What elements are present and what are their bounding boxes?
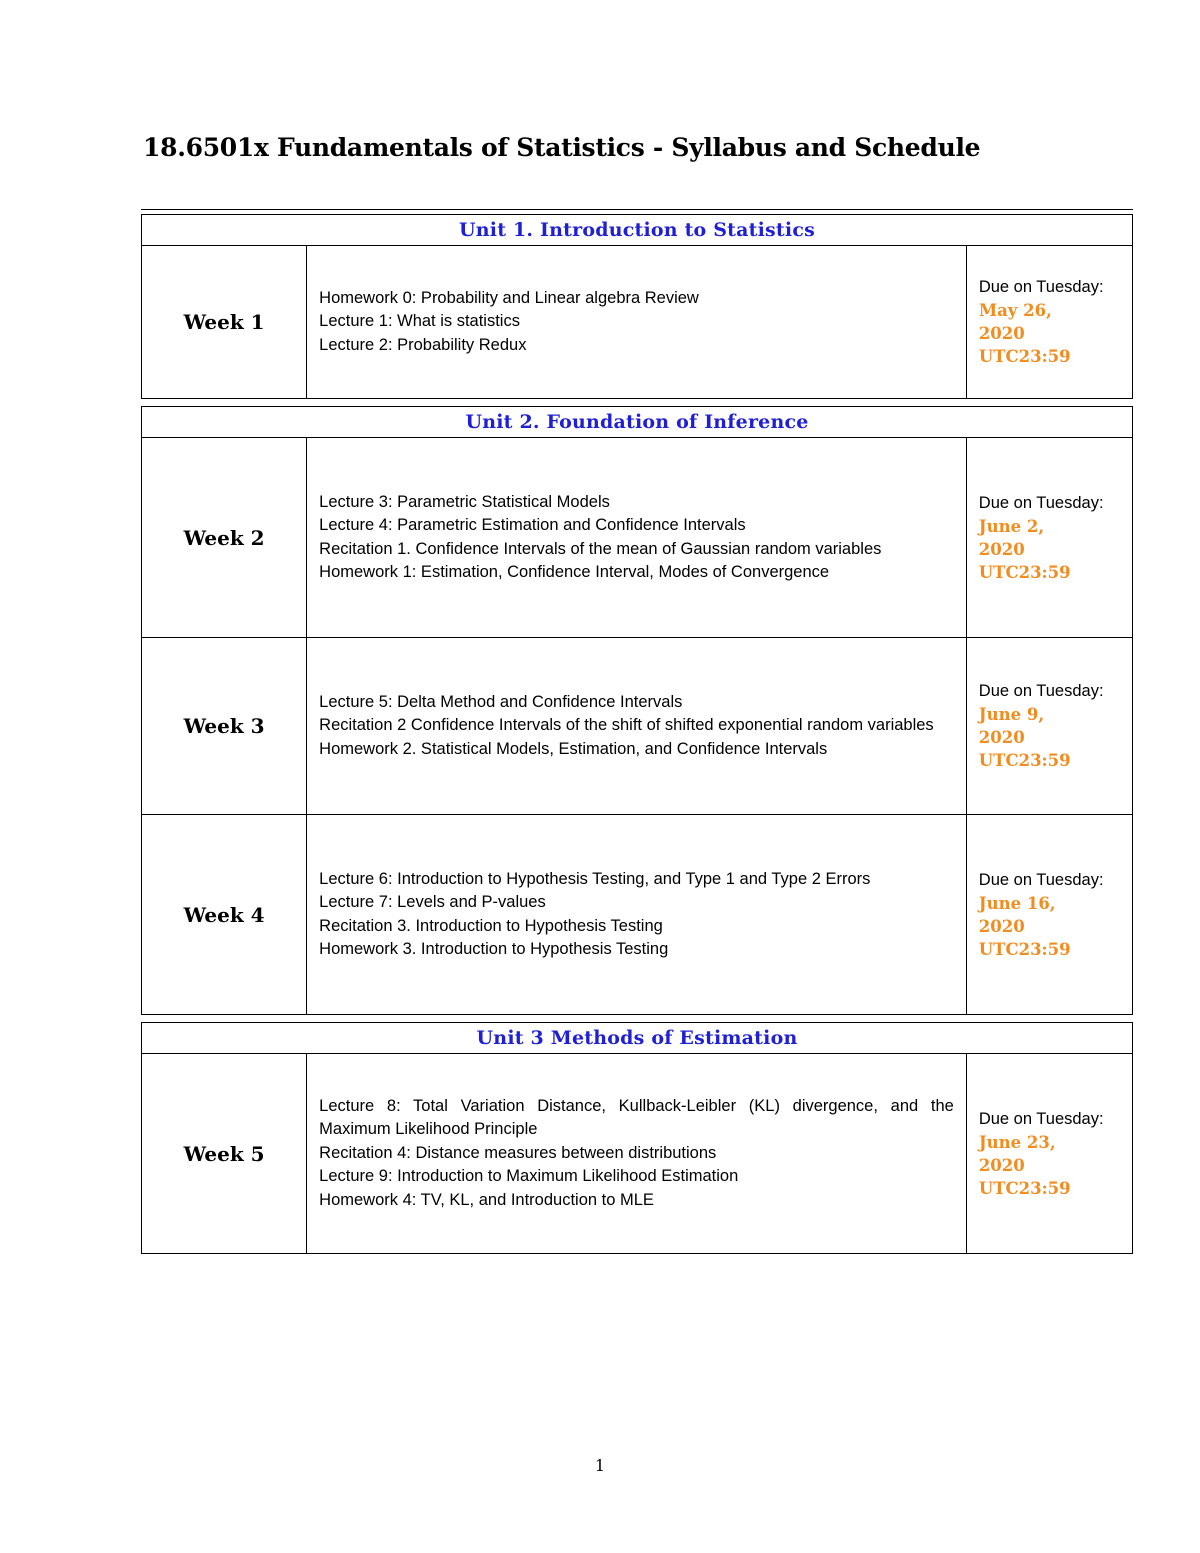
schedule-item: Lecture 1: What is statistics	[319, 312, 520, 331]
due-cell	[966, 1054, 1132, 1254]
schedule-item: Recitation 2 Confidence Intervals of the shift of shifted exponential random variables	[319, 716, 934, 735]
due-date: June 16,	[978, 893, 1056, 913]
document-title: 18.6501x Fundamentals of Statistics - Syllabus and Schedule	[143, 133, 981, 162]
schedule-item: Lecture 2: Probability Redux	[319, 335, 527, 354]
page-number: 1	[594, 1456, 606, 1475]
week-label: Week 1	[142, 246, 307, 399]
unit-table-3	[141, 1022, 1133, 1254]
due-year: 2020	[978, 1155, 1025, 1175]
schedule-item: Recitation 1. Confidence Intervals of the mean of Gaussian random variables	[319, 539, 882, 558]
top-rule	[141, 209, 1133, 210]
due-time: UTC23:59	[978, 751, 1071, 770]
week-items	[307, 638, 967, 815]
schedule-item: Homework 0: Probability and Linear algebra Review	[319, 288, 699, 307]
schedule-item: Lecture 4: Parametric Estimation and Confidence Intervals	[319, 516, 746, 534]
week-items	[307, 438, 967, 638]
week-row	[142, 438, 1133, 638]
week-items	[307, 815, 967, 1015]
week-items	[307, 246, 967, 399]
week-row	[142, 246, 1133, 399]
unit-title: Unit 1. Introduction to Statistics	[142, 215, 1133, 246]
schedule-item: Lecture 3: Parametric Statistical Models	[319, 492, 610, 511]
due-date: June 23,	[978, 1132, 1056, 1152]
schedule-item: Homework 2. Statistical Models, Estimation, and Confidence Intervals	[319, 739, 828, 758]
due-cell	[966, 638, 1132, 815]
due-label: Due on Tuesday:	[978, 278, 1104, 296]
due-cell	[966, 246, 1132, 399]
unit-title: Unit 3 Methods of Estimation	[142, 1023, 1133, 1054]
due-cell	[966, 815, 1132, 1015]
week-row	[142, 638, 1133, 815]
schedule-item: Homework 3. Introduction to Hypothesis Testing	[319, 940, 669, 958]
due-time: UTC23:59	[978, 347, 1071, 366]
week-label: Week 4	[142, 815, 307, 1015]
unit-table-1	[141, 214, 1133, 399]
schedule-item: Lecture 6: Introduction to Hypothesis Testing, and Type 1 and Type 2 Errors	[319, 869, 871, 888]
schedule-item: Homework 1: Estimation, Confidence Interval, Modes of Convergence	[319, 563, 830, 581]
week-row	[142, 815, 1133, 1015]
due-time: UTC23:59	[978, 562, 1071, 582]
due-date: May 26,	[978, 301, 1052, 320]
due-time: UTC23:59	[978, 1178, 1071, 1198]
due-time: UTC23:59	[978, 939, 1071, 959]
due-year: 2020	[978, 539, 1025, 559]
week-row	[142, 1054, 1133, 1254]
week-label: Week 2	[142, 438, 307, 638]
schedule-item: Lecture 9: Introduction to Maximum Likelihood Estimation	[319, 1167, 739, 1186]
schedule-item: Recitation 4: Distance measures between distributions	[319, 1143, 717, 1162]
unit-title: Unit 2. Foundation of Inference	[142, 407, 1133, 438]
week-items	[307, 1054, 967, 1254]
due-year: 2020	[978, 728, 1025, 747]
week-label: Week 3	[142, 638, 307, 815]
schedule-item: Homework 4: TV, KL, and Introduction to MLE	[319, 1190, 654, 1209]
schedule-item: Recitation 3. Introduction to Hypothesis Testing	[319, 916, 663, 935]
due-year: 2020	[978, 324, 1025, 343]
week-label: Week 5	[142, 1054, 307, 1254]
due-cell	[966, 438, 1132, 638]
due-label: Due on Tuesday:	[978, 682, 1104, 700]
due-date: June 9,	[978, 705, 1045, 724]
due-date: June 2,	[978, 516, 1045, 536]
due-year: 2020	[978, 916, 1025, 936]
schedule-item: Lecture 8: Total Variation Distance, Kullback-Leibler (KL) divergence, and the Maximum Likelihood Principle	[319, 1096, 954, 1139]
schedule-item: Lecture 7: Levels and P-values	[319, 893, 546, 911]
due-label: Due on Tuesday:	[978, 870, 1104, 889]
due-label: Due on Tuesday:	[978, 493, 1104, 512]
schedule-item: Lecture 5: Delta Method and Confidence Intervals	[319, 692, 683, 711]
unit-table-2	[141, 406, 1133, 1015]
due-label: Due on Tuesday:	[978, 1109, 1104, 1128]
